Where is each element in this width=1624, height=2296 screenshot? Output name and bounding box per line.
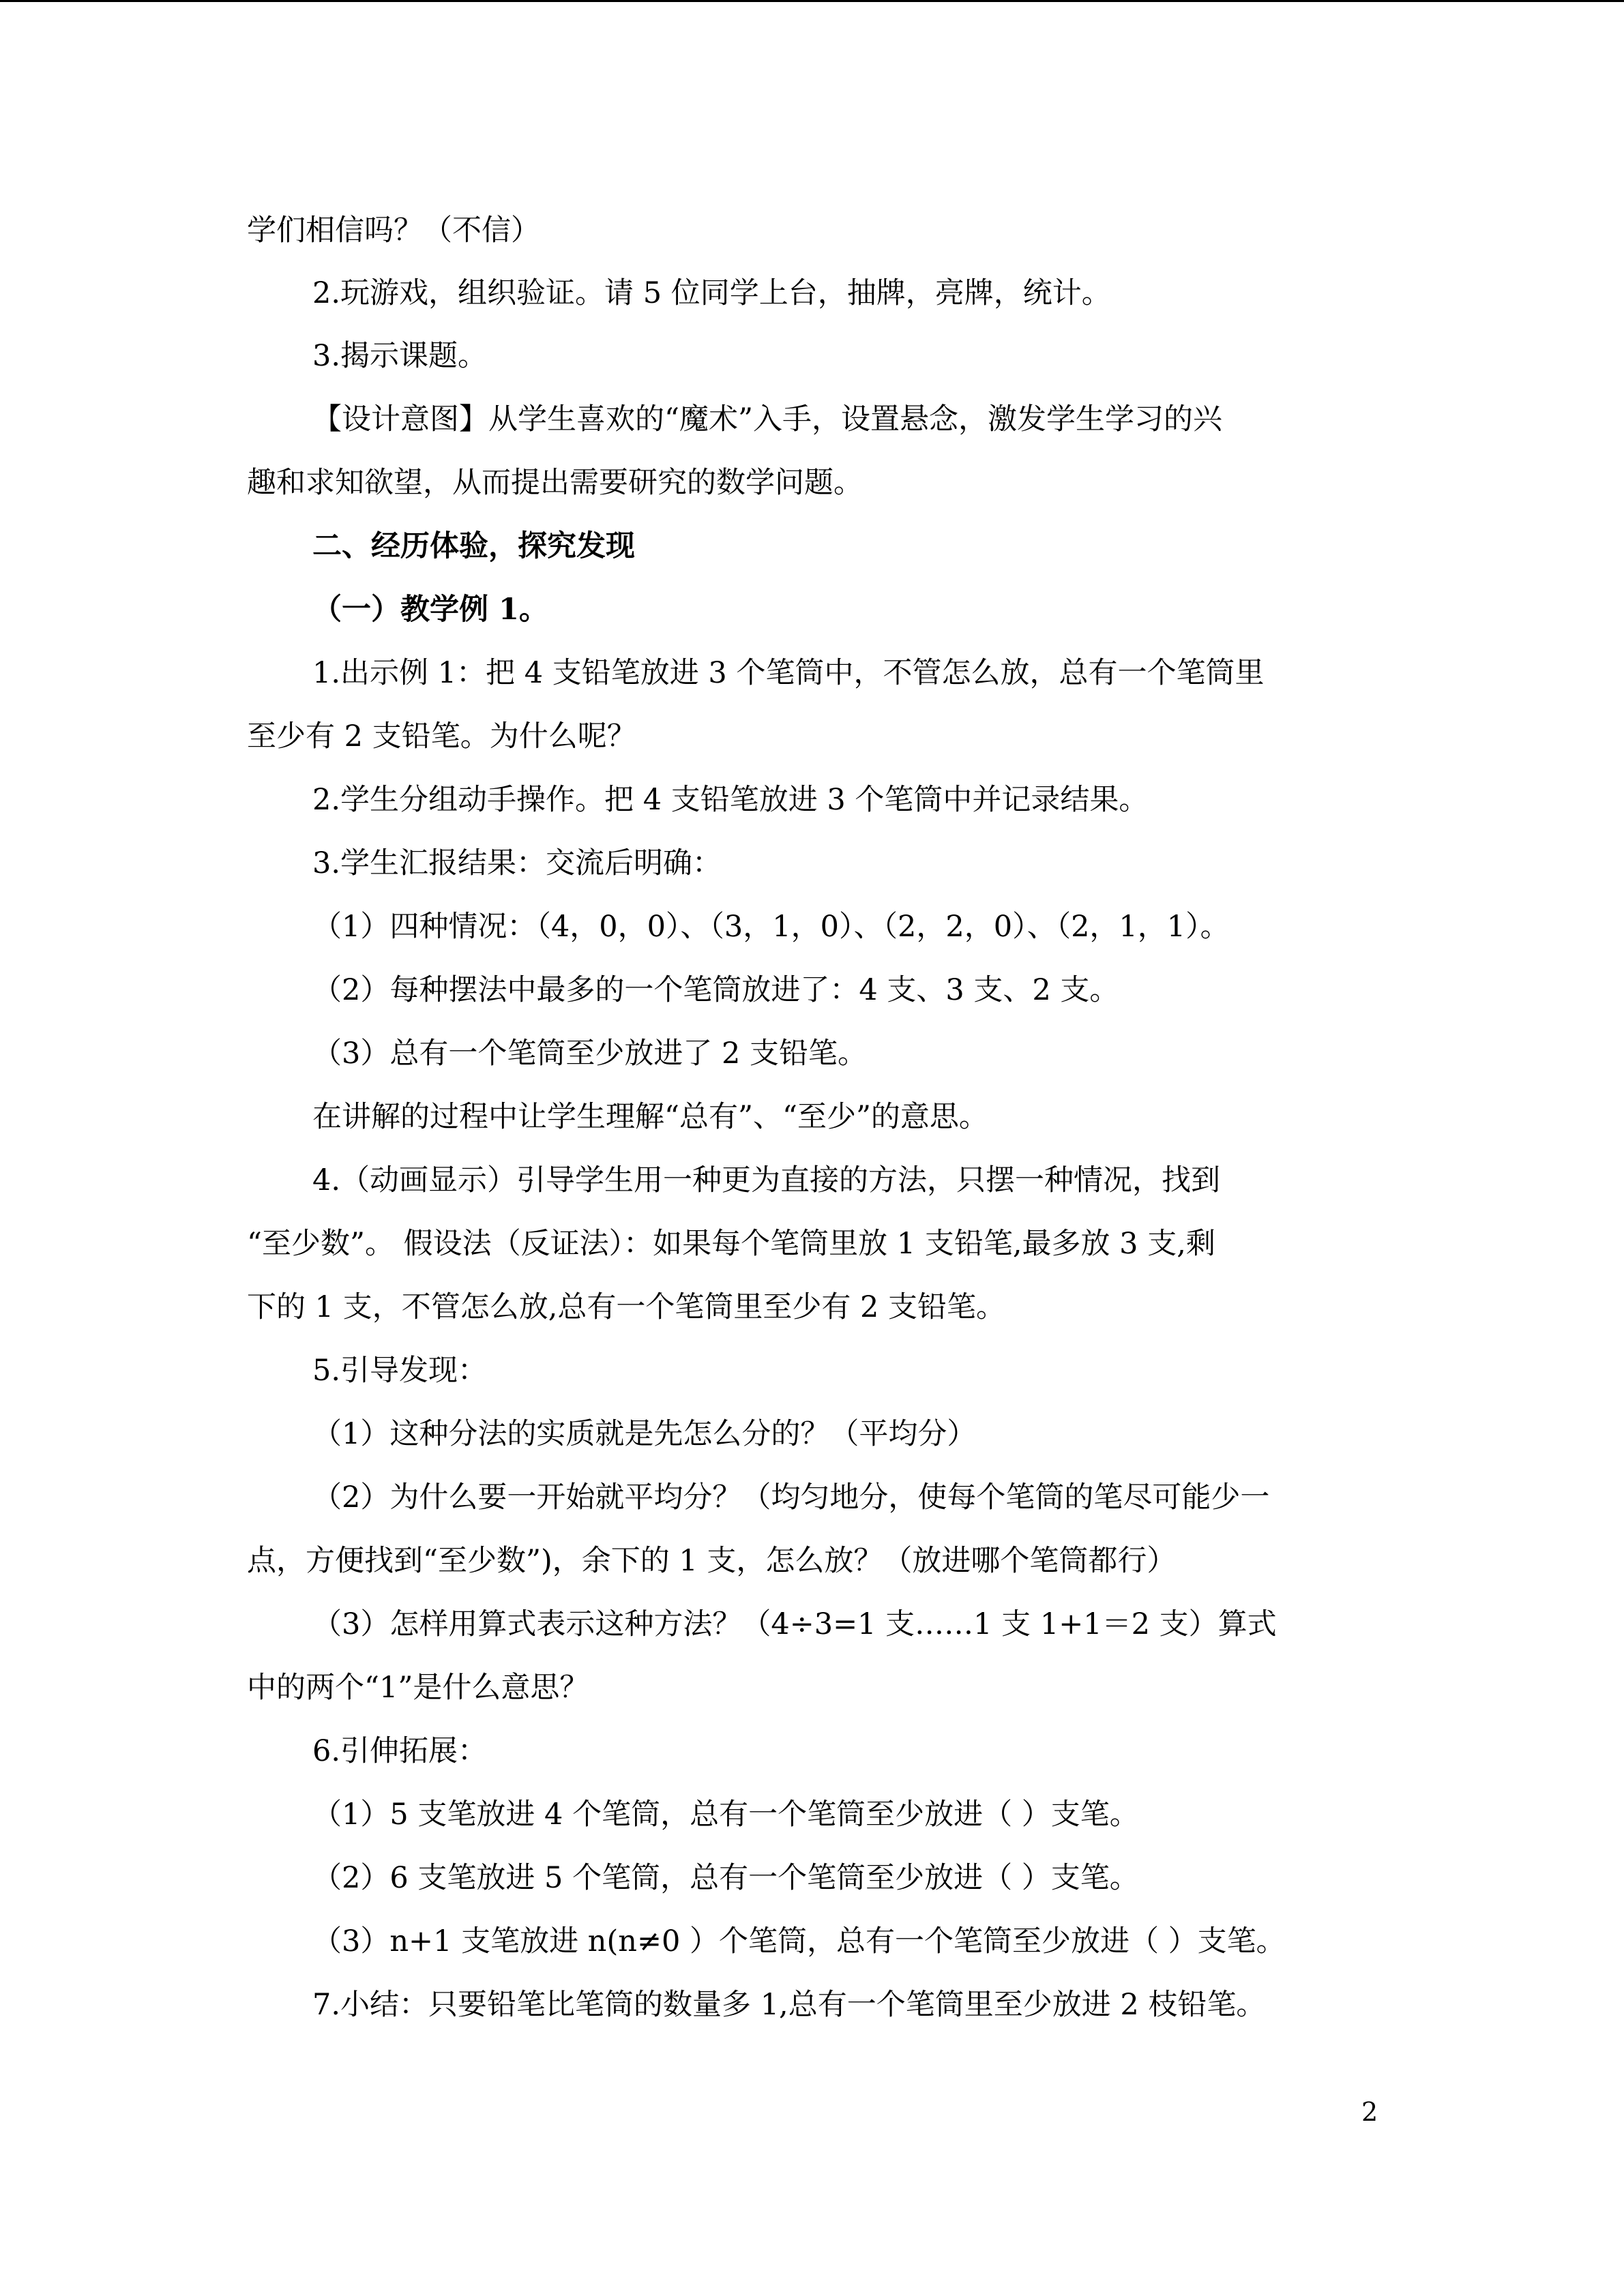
paragraph-line: “至少数”。 假设法（反证法）：如果每个笔筒里放 1 支铅笔,最多放 3 支,剩 (247, 1227, 1215, 1261)
list-item: （3）怎样用算式表示这种方法？（4÷3=1 支……1 支 1+1＝2 支）算式 (312, 1607, 1277, 1641)
paragraph-line: 5.引导发现： (312, 1354, 488, 1388)
paragraph-line: 2.玩游戏，组织验证。请 5 位同学上台，抽牌，亮牌，统计。 (312, 276, 1111, 310)
list-item: （3）n+1 支笔放进 n(n≠0 ）个笔筒，总有一个笔筒至少放进（ ）支笔。 (312, 1924, 1286, 1958)
design-intent-line: 趣和求知欲望，从而提出需要研究的数学问题。 (247, 466, 863, 500)
paragraph-line: 学们相信吗？（不信） (247, 213, 540, 248)
paragraph-line: 至少有 2 支铅笔。为什么呢？ (247, 719, 636, 754)
paragraph-line: 在讲解的过程中让学生理解“总有”、“至少”的意思。 (312, 1100, 988, 1134)
top-border-line (0, 0, 1624, 2)
list-item: （1）这种分法的实质就是先怎么分的？（平均分） (312, 1417, 977, 1451)
subsection-heading: （一）教学例 1。 (312, 593, 548, 627)
paragraph-line: 下的 1 支，不管怎么放,总有一个笔筒里至少有 2 支铅笔。 (247, 1290, 1006, 1324)
paragraph-line: 3.揭示课题。 (312, 339, 488, 373)
list-item: （3）总有一个笔筒至少放进了 2 支铅笔。 (312, 1037, 868, 1071)
paragraph-line: 6.引伸拓展： (312, 1734, 488, 1768)
paragraph-line: 2.学生分组动手操作。把 4 支铅笔放进 3 个笔筒中并记录结果。 (312, 783, 1149, 817)
paragraph-line: 4.（动画显示）引导学生用一种更为直接的方法，只摆一种情况，找到 (312, 1163, 1221, 1197)
summary-line: 7.小结：只要铅笔比笔筒的数量多 1,总有一个笔筒里至少放进 2 枝铅笔。 (312, 1988, 1266, 2022)
page-number: 2 (1361, 2097, 1378, 2127)
list-item: 点，方便找到“至少数”)，余下的 1 支，怎么放？（放进哪个笔筒都行） (247, 1544, 1177, 1578)
list-item: （2）6 支笔放进 5 个笔筒，总有一个笔筒至少放进（ ）支笔。 (312, 1861, 1139, 1895)
list-item: （2）为什么要一开始就平均分？（均匀地分，使每个笔筒的笔尽可能少一 (312, 1480, 1270, 1515)
paragraph-line: 3.学生汇报结果：交流后明确： (312, 846, 722, 880)
paragraph-line: 1.出示例 1：把 4 支铅笔放进 3 个笔筒中，不管怎么放，总有一个笔筒里 (312, 656, 1265, 690)
section-heading: 二、经历体验，探究发现 (312, 529, 635, 563)
list-item: 中的两个“1”是什么意思？ (247, 1671, 589, 1705)
list-item: （1）四种情况：（4，0，0）、（3，1，0）、（2，2，0）、（2，1，1）。 (312, 910, 1230, 944)
list-item: （1）5 支笔放进 4 个笔筒，总有一个笔筒至少放进（ ）支笔。 (312, 1798, 1139, 1832)
design-intent-line: 【设计意图】从学生喜欢的“魔术”入手，设置悬念，激发学生学习的兴 (312, 402, 1222, 436)
list-item: （2）每种摆法中最多的一个笔筒放进了：4 支、3 支、2 支。 (312, 973, 1119, 1007)
